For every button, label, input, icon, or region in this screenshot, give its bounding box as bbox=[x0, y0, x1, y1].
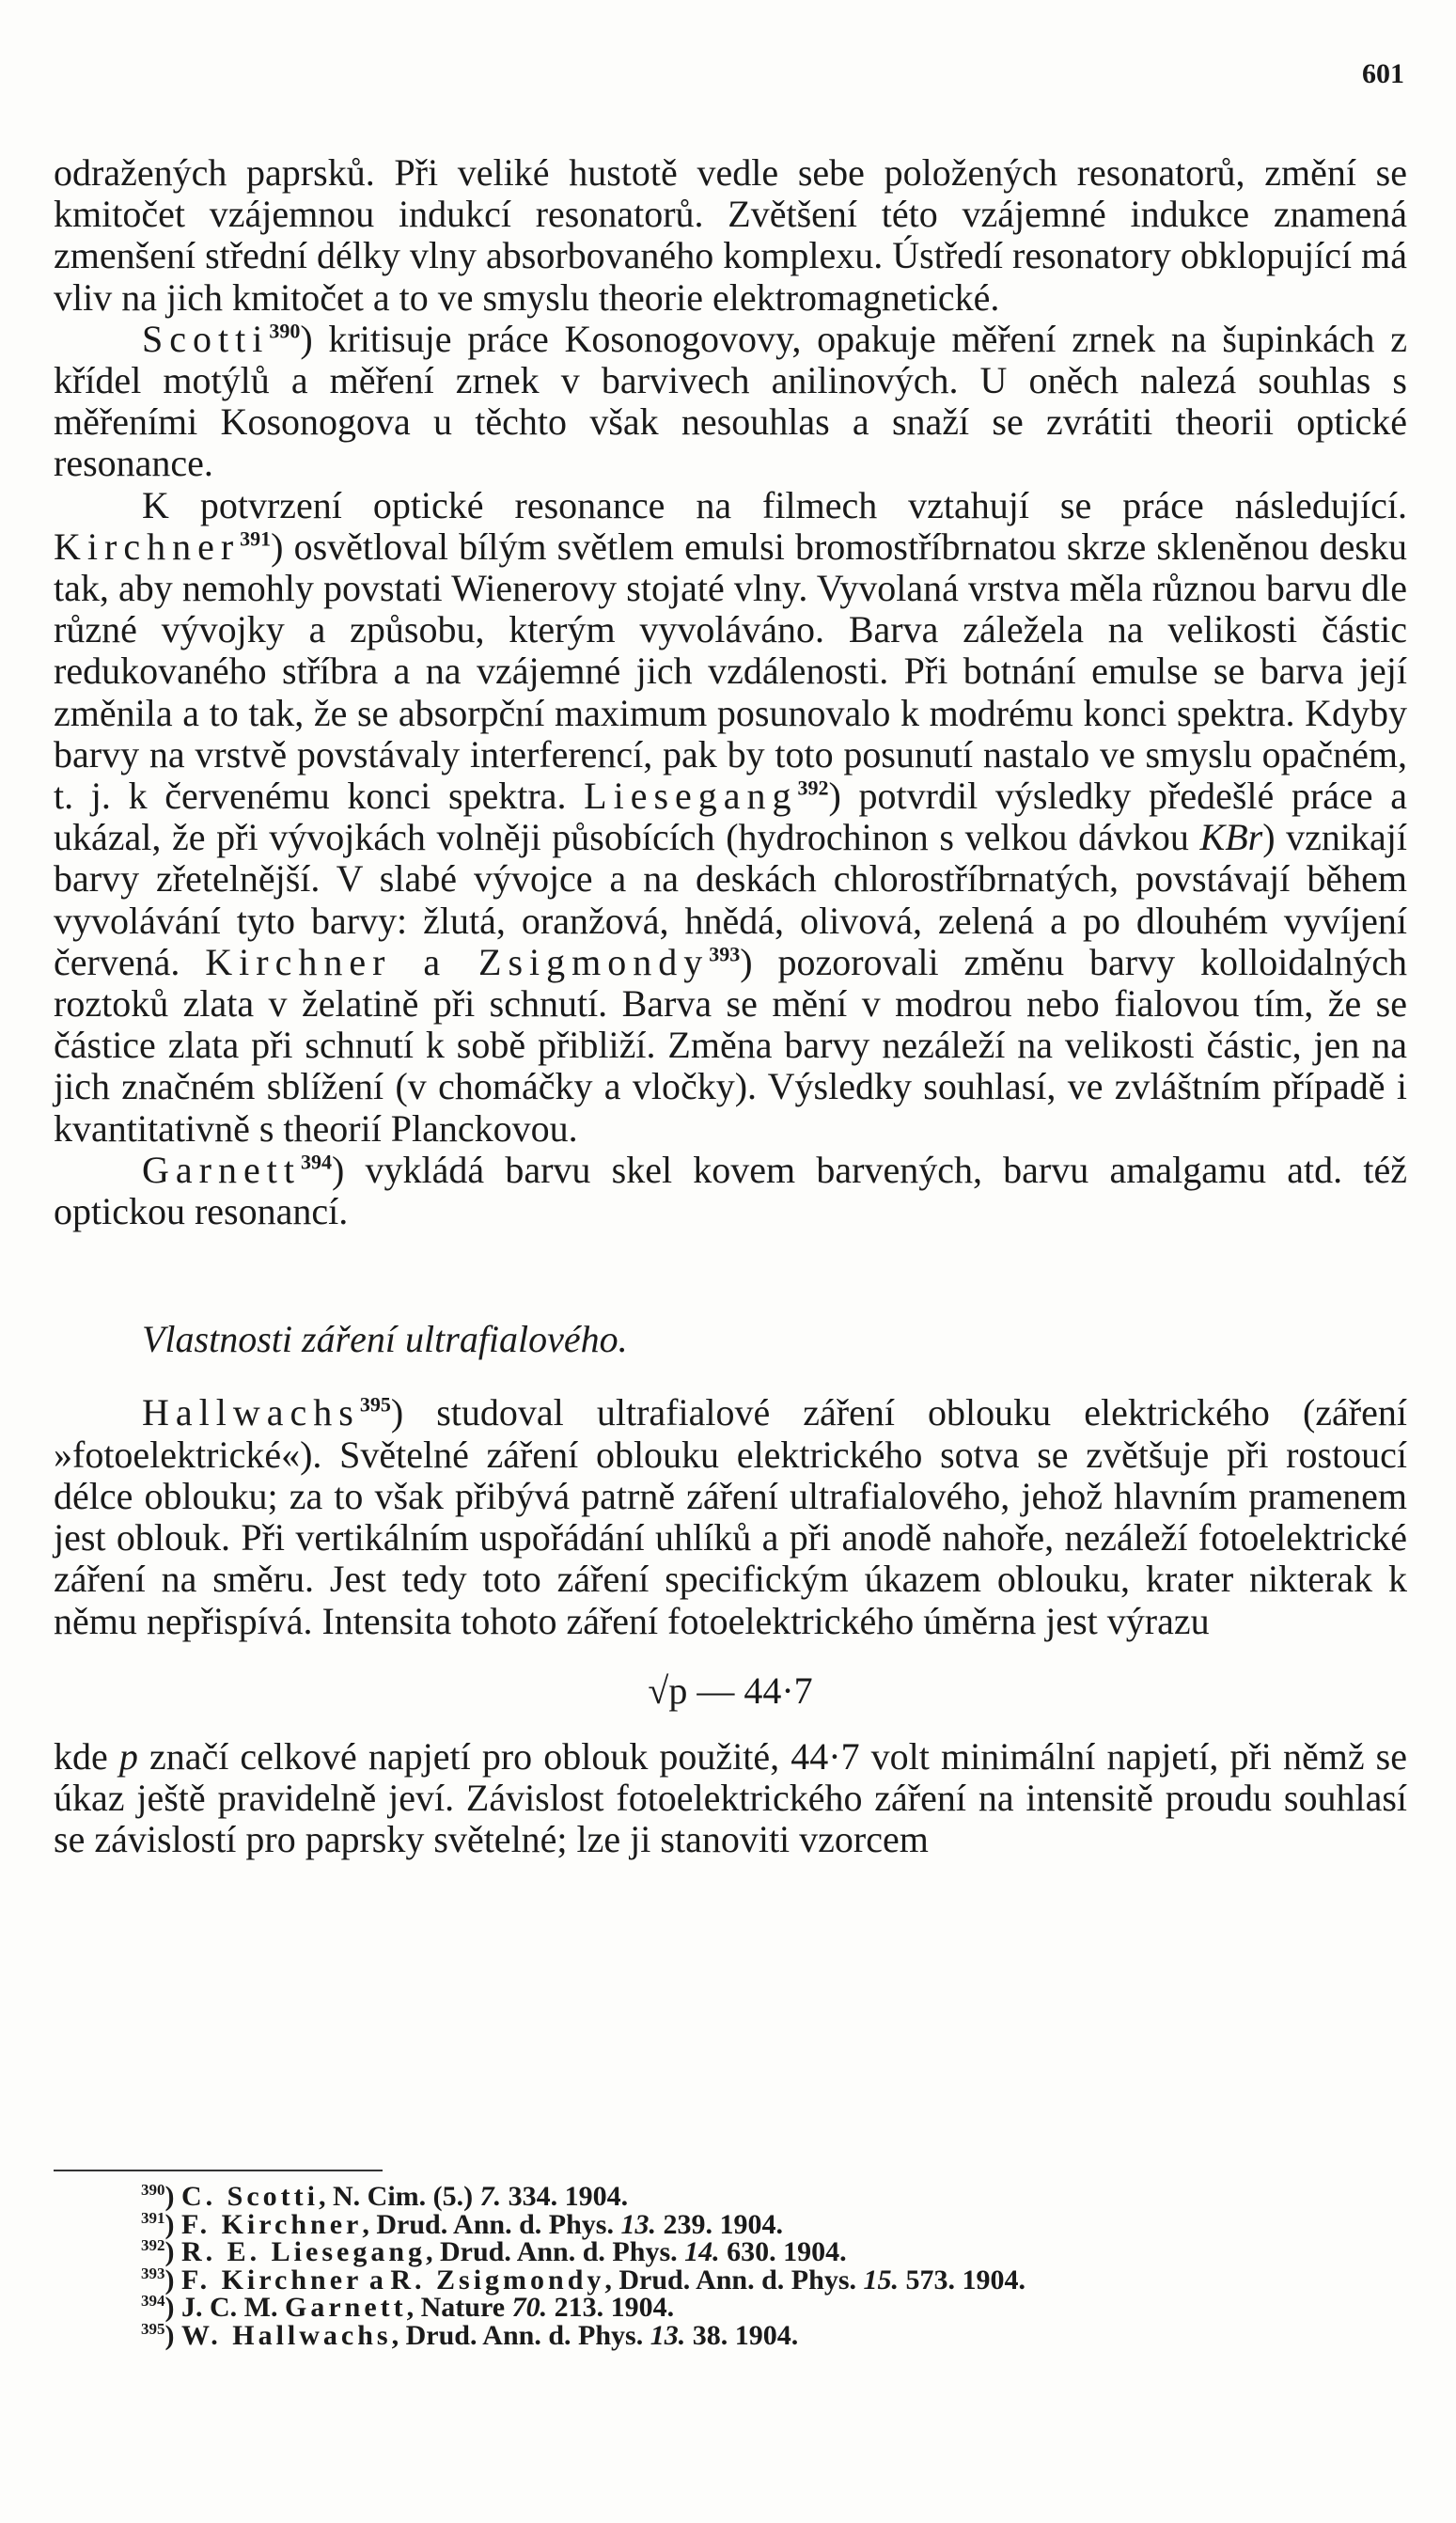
author-name: Scotti bbox=[142, 317, 270, 360]
footnote-author: F. Kirchner bbox=[181, 2264, 363, 2296]
footnote: $^{394}$) J. C. M. Garnett, Nature 70. 213. 1904. bbox=[141, 2292, 675, 2323]
paragraph-text: ) kritisuje práce Kosonogovovy, opakuje měření zrnek na šupinkách z křídel motýlů a měření zrnek v barvivech anilinových. U oněch nalezá souhlas s měřeními Kosonogova u těchto však nesouhlas a snaží se zvrátiti theorii optické resonance. bbox=[54, 317, 1407, 485]
body-text bbox=[54, 152, 1407, 1861]
paragraph-text: ) pozorovali změnu barvy kolloidalných roztoků zlata v želatině při schnutí. Barva se mění v modrou nebo fialovou tím, že se částice zlata při schnutí k sobě přibliží. Změna barvy nezáleží na velikosti částic, jen na jich značném sblížení (v chomáčky a vločky). Výsledky souhlasí, ve zvláštním případě i kvantitativně s theorií Planckovou. bbox=[54, 940, 1408, 1150]
paragraph-1: odražených paprsků. Při veliké hustotě vedle sebe položených resonatorů, změní se kmitočet vzájemnou indukcí resonatorů. Zvětšení této vzájemné indukce znamená zmenšení střední délky vlny absorbovaného komplexu. Ústředí resonatory obklopující má vliv na jich kmitočet a to ve smyslu theorie elektromagnetické. bbox=[54, 151, 1407, 319]
footnote-author: Garnett bbox=[284, 2292, 407, 2323]
author-name: Kirchner bbox=[54, 525, 241, 568]
footnote-number: 395 bbox=[141, 2319, 165, 2338]
paragraph-text: ) potvrdil výsledky předešlé práce a ukázal, že při vývojkách volněji působících (hydrochinon s velkou dávkou bbox=[54, 775, 1407, 859]
footnote-number: 393 bbox=[141, 2264, 165, 2282]
footnote: $^{393}$) F. Kirchner a R. Zsigmondy, Drud. Ann. d. Phys. 15. 573. 1904. bbox=[141, 2264, 1025, 2296]
paragraph-after-formula bbox=[54, 1736, 1407, 1861]
formula: √p — 44·7 bbox=[648, 1669, 813, 1712]
footnote-number: 390 bbox=[141, 2181, 165, 2199]
paragraph-text: značí celkové napjetí pro oblouk použité, 44·7 volt minimální napjetí, při němž se úkaz ještě pravidelně jeví. Závislost fotoelektrického záření na intensitě proudu souhlasí se závislostí pro paprsky světelné; lze ji stanoviti vzorcem bbox=[54, 1734, 1408, 1861]
footnote-ref[interactable]: 394 bbox=[300, 1150, 332, 1174]
paragraph-text: K potvrzení optické resonance na filmech vztahují se práce následující. bbox=[142, 483, 1407, 526]
author-name: Kirchner a Zsigmondy bbox=[205, 940, 710, 983]
paragraph-text: ) studoval ultrafialové záření oblouku elektrického (záření »fotoelektrické«). Světelné záření oblouku elektrického sotva se zvětšuje při rostoucí délce oblouku; za to však přibývá patrně záření ultrafialového, jehož hlavním pramenem jest oblouk. Při vertikálním uspořádání uhlíků a při anodě nahoře, nezáleží fotoelektrické záření na směru. Jest tedy toto záření specifickým úkazem oblouku, krater nikterak k němu nepřispívá. Intensita tohoto záření fotoelektrického úměrna jest výrazu bbox=[54, 1391, 1407, 1642]
footnote-ref[interactable]: 393 bbox=[709, 942, 741, 966]
footnote-author: W. Hallwachs bbox=[181, 2319, 392, 2351]
paragraph-text: ) vznikají barvy zřetelnější. V slabé vývojce a na deskách chlorostříbrnatých, povstávají během vyvolávání tyto barvy: žlutá, oranžová, hnědá, olivová, zelená a po dlouhém vyvíjení červená. bbox=[54, 816, 1408, 983]
paragraph-garnett bbox=[54, 1150, 1407, 1232]
author-name: Garnett bbox=[142, 1148, 301, 1191]
footnote: $^{392}$) R. E. Liesegang, Drud. Ann. d. Phys. 14. 630. 1904. bbox=[141, 2236, 847, 2267]
footnote: $^{390}$) C. Scotti, N. Cim. (5.) 7. 334. 1904. bbox=[141, 2181, 629, 2212]
footnote-author: C. Scotti bbox=[181, 2181, 319, 2212]
footnote: $^{391}$) F. Kirchner, Drud. Ann. d. Phys. 13. 239. 1904. bbox=[141, 2208, 783, 2240]
footnote-ref[interactable]: 392 bbox=[797, 776, 829, 800]
footnote-number: 394 bbox=[141, 2292, 165, 2310]
footnotes bbox=[141, 2183, 1325, 2349]
chemical-formula: KBr bbox=[1199, 816, 1263, 859]
footnote-ref[interactable]: 390 bbox=[269, 319, 301, 343]
footnote: $^{395}$) W. Hallwachs, Drud. Ann. d. Phys. 13. 38. 1904. bbox=[141, 2319, 799, 2351]
footnote-divider bbox=[54, 2170, 383, 2171]
footnote-author: R. E. Liesegang bbox=[181, 2236, 427, 2267]
paragraph-text: ) osvětloval bílým světlem emulsi bromostříbrnatou skrze skleněnou desku tak, aby nemohly povstati Wienerovy stojaté vlny. Vyvolaná vrstva měla různou barvu dle různé vývojky a způsobu, kterým vyvoláváno. Barva záležela na velikosti částic redukovaného stříbra a na vzájemné jich vzdálenosti. Při botnání emulse se barva její změnila a to tak, že se absorpční maximum posunovalo k modrému konci spektra. Kdyby barvy na vrstvě povstávaly interferencí, pak by toto posunutí nastalo ve smyslu opačném, t. j. k červenému konci spektra. bbox=[54, 525, 1407, 818]
section-heading: Vlastnosti záření ultrafialového. bbox=[142, 1318, 628, 1361]
paragraph-hallwachs bbox=[54, 1392, 1407, 1641]
footnote-number: 391 bbox=[141, 2208, 165, 2227]
paragraph-text: kde bbox=[54, 1734, 108, 1778]
paragraph-films bbox=[54, 485, 1407, 1150]
footnote-number: 392 bbox=[141, 2236, 165, 2254]
author-name: Hallwachs bbox=[142, 1391, 360, 1434]
footnote-author: F. Kirchner bbox=[181, 2208, 363, 2240]
footnote-ref[interactable]: 395 bbox=[359, 1393, 391, 1418]
paragraph-scotti bbox=[54, 319, 1407, 485]
variable-p: p bbox=[118, 1734, 138, 1778]
paragraph-text: ) vykládá barvu skel kovem barvených, barvu amalgamu atd. též optickou resonancí. bbox=[54, 1148, 1407, 1233]
author-name: Liesegang bbox=[584, 775, 798, 818]
footnote-ref[interactable]: 391 bbox=[240, 526, 272, 551]
footnote-author: R. Zsigmondy bbox=[390, 2264, 605, 2296]
page-number: 601 bbox=[1362, 58, 1404, 89]
